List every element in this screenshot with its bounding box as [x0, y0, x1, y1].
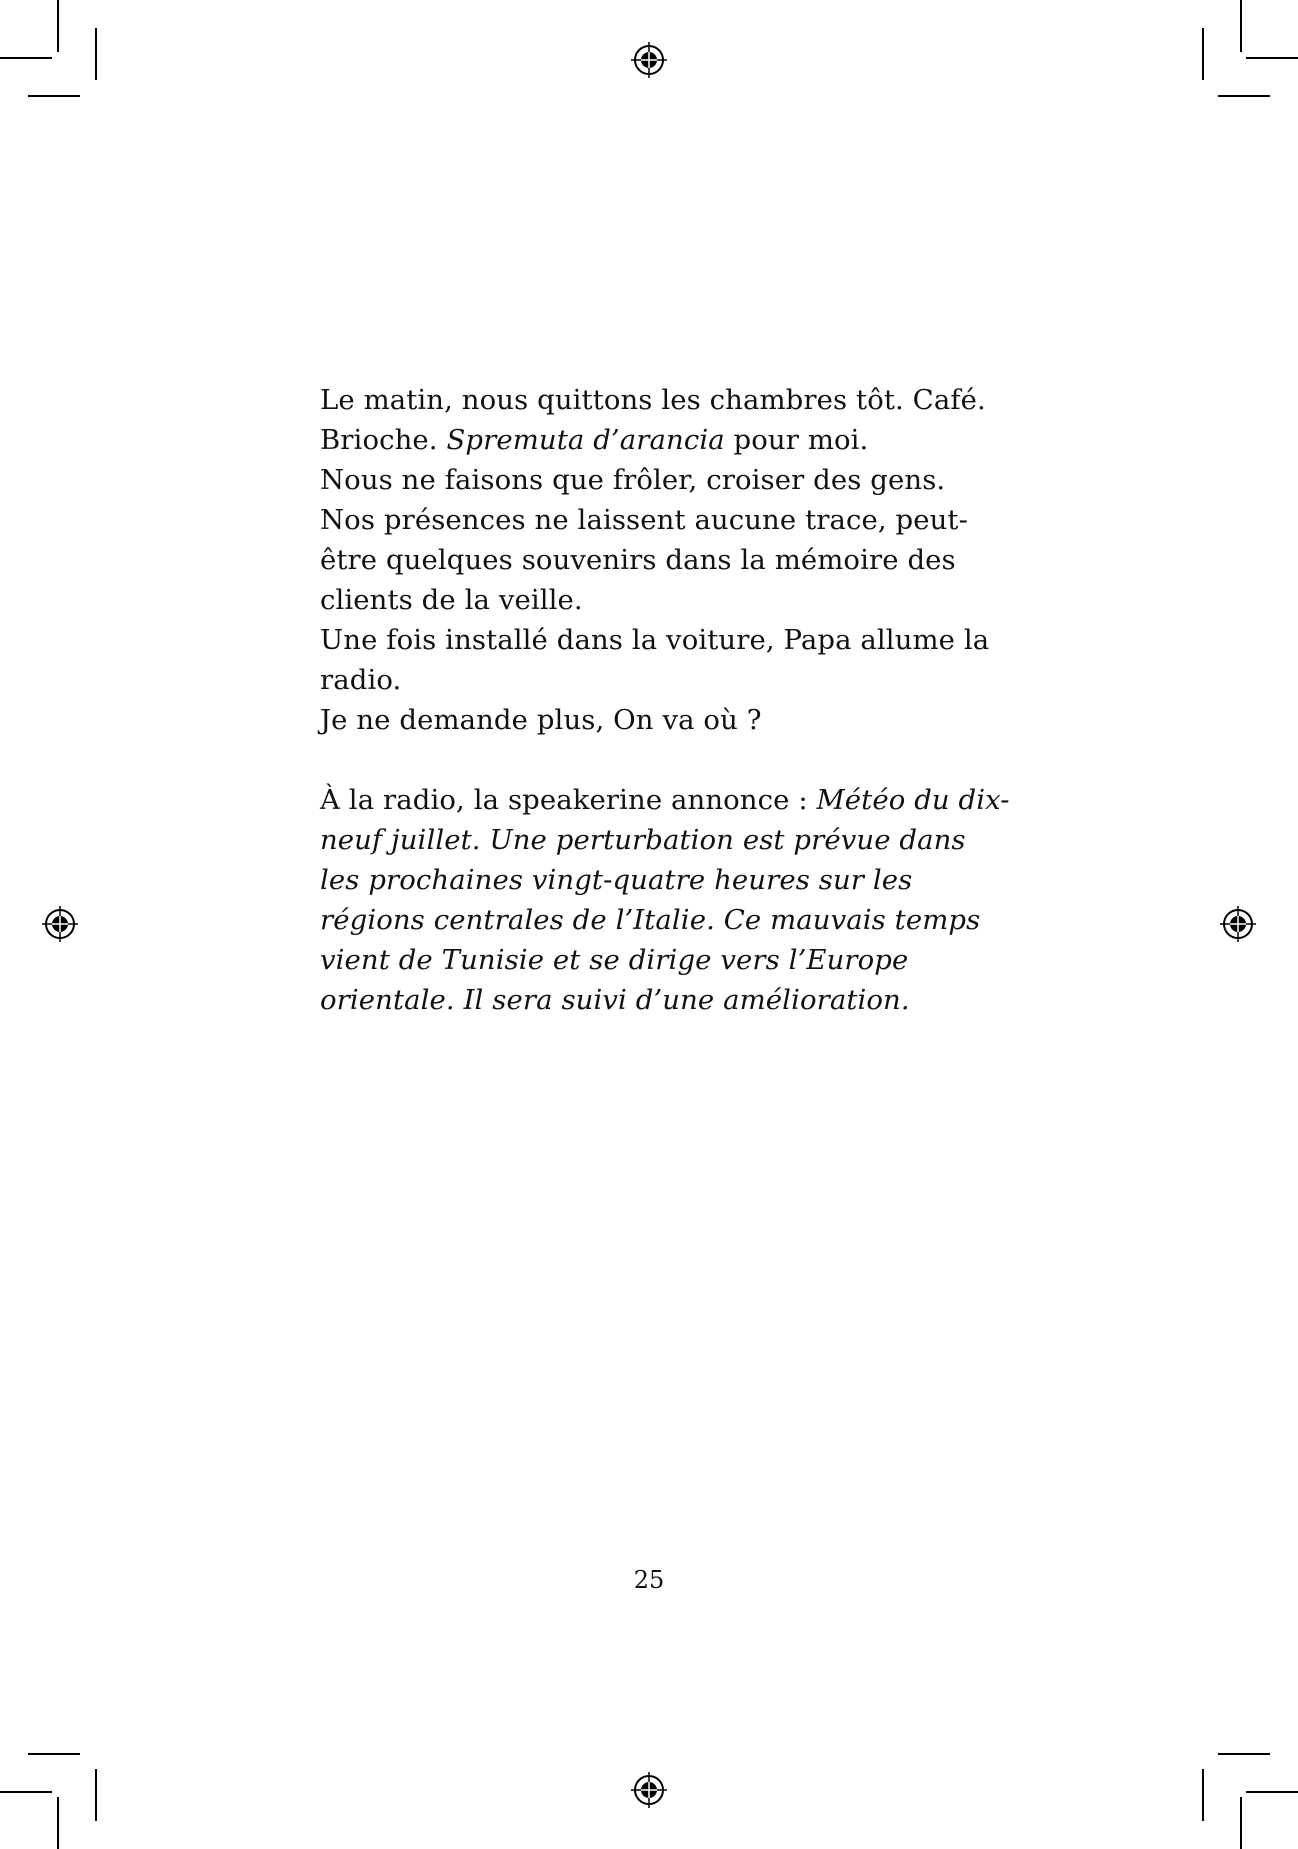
- page-number: 25: [633, 1566, 665, 1594]
- registration-mark-icon: [631, 42, 667, 78]
- crop-mark: [1246, 1791, 1298, 1793]
- crop-mark: [1246, 57, 1298, 59]
- paragraph: Je ne demande plus, On va où ?: [320, 704, 762, 736]
- crop-mark: [1218, 95, 1270, 97]
- radio-bulletin: Météo du dix-neuf juillet. Une perturbation est prévue dans les prochaines vingt-quatre heures sur les régions centrales de l’Italie. Ce mauvais temps vient de Tunisie et se dirige vers l’Europe orientale. Il sera suivi d’une amélioration.: [320, 784, 1010, 1016]
- crop-mark: [57, 0, 59, 52]
- crop-mark: [1218, 1753, 1270, 1755]
- crop-mark: [0, 57, 52, 59]
- crop-mark: [1202, 28, 1204, 80]
- registration-mark-icon: [42, 906, 78, 942]
- crop-mark: [1240, 0, 1242, 52]
- body-text: [320, 380, 1010, 1020]
- italic-phrase: Spremuta d’arancia: [446, 424, 725, 456]
- paragraph: Nos présences ne laissent aucune trace, peut-être quelques souvenirs dans la mémoire des clients de la veille.: [320, 504, 968, 616]
- crop-mark: [1240, 1797, 1242, 1849]
- text-span: pour moi.: [724, 424, 869, 456]
- crop-mark: [95, 1769, 97, 1821]
- paragraph: Une fois installé dans la voiture, Papa allume la radio.: [320, 624, 990, 696]
- paragraph: Nous ne faisons que frôler, croiser des gens.: [320, 464, 946, 496]
- paragraph: Le matin, nous quittons les chambres tôt. Café.: [320, 384, 986, 416]
- crop-mark: [28, 95, 80, 97]
- crop-mark: [0, 1791, 52, 1793]
- radio-paragraph: [320, 780, 1010, 1020]
- crop-mark: [95, 28, 97, 80]
- radio-intro: À la radio, la speakerine annonce :: [320, 784, 817, 816]
- registration-mark-icon: [1220, 906, 1256, 942]
- crop-mark: [1202, 1769, 1204, 1821]
- text-span: Brioche.: [320, 424, 447, 456]
- crop-mark: [57, 1797, 59, 1849]
- crop-mark: [28, 1753, 80, 1755]
- registration-mark-icon: [631, 1772, 667, 1808]
- paragraph: [320, 420, 1010, 460]
